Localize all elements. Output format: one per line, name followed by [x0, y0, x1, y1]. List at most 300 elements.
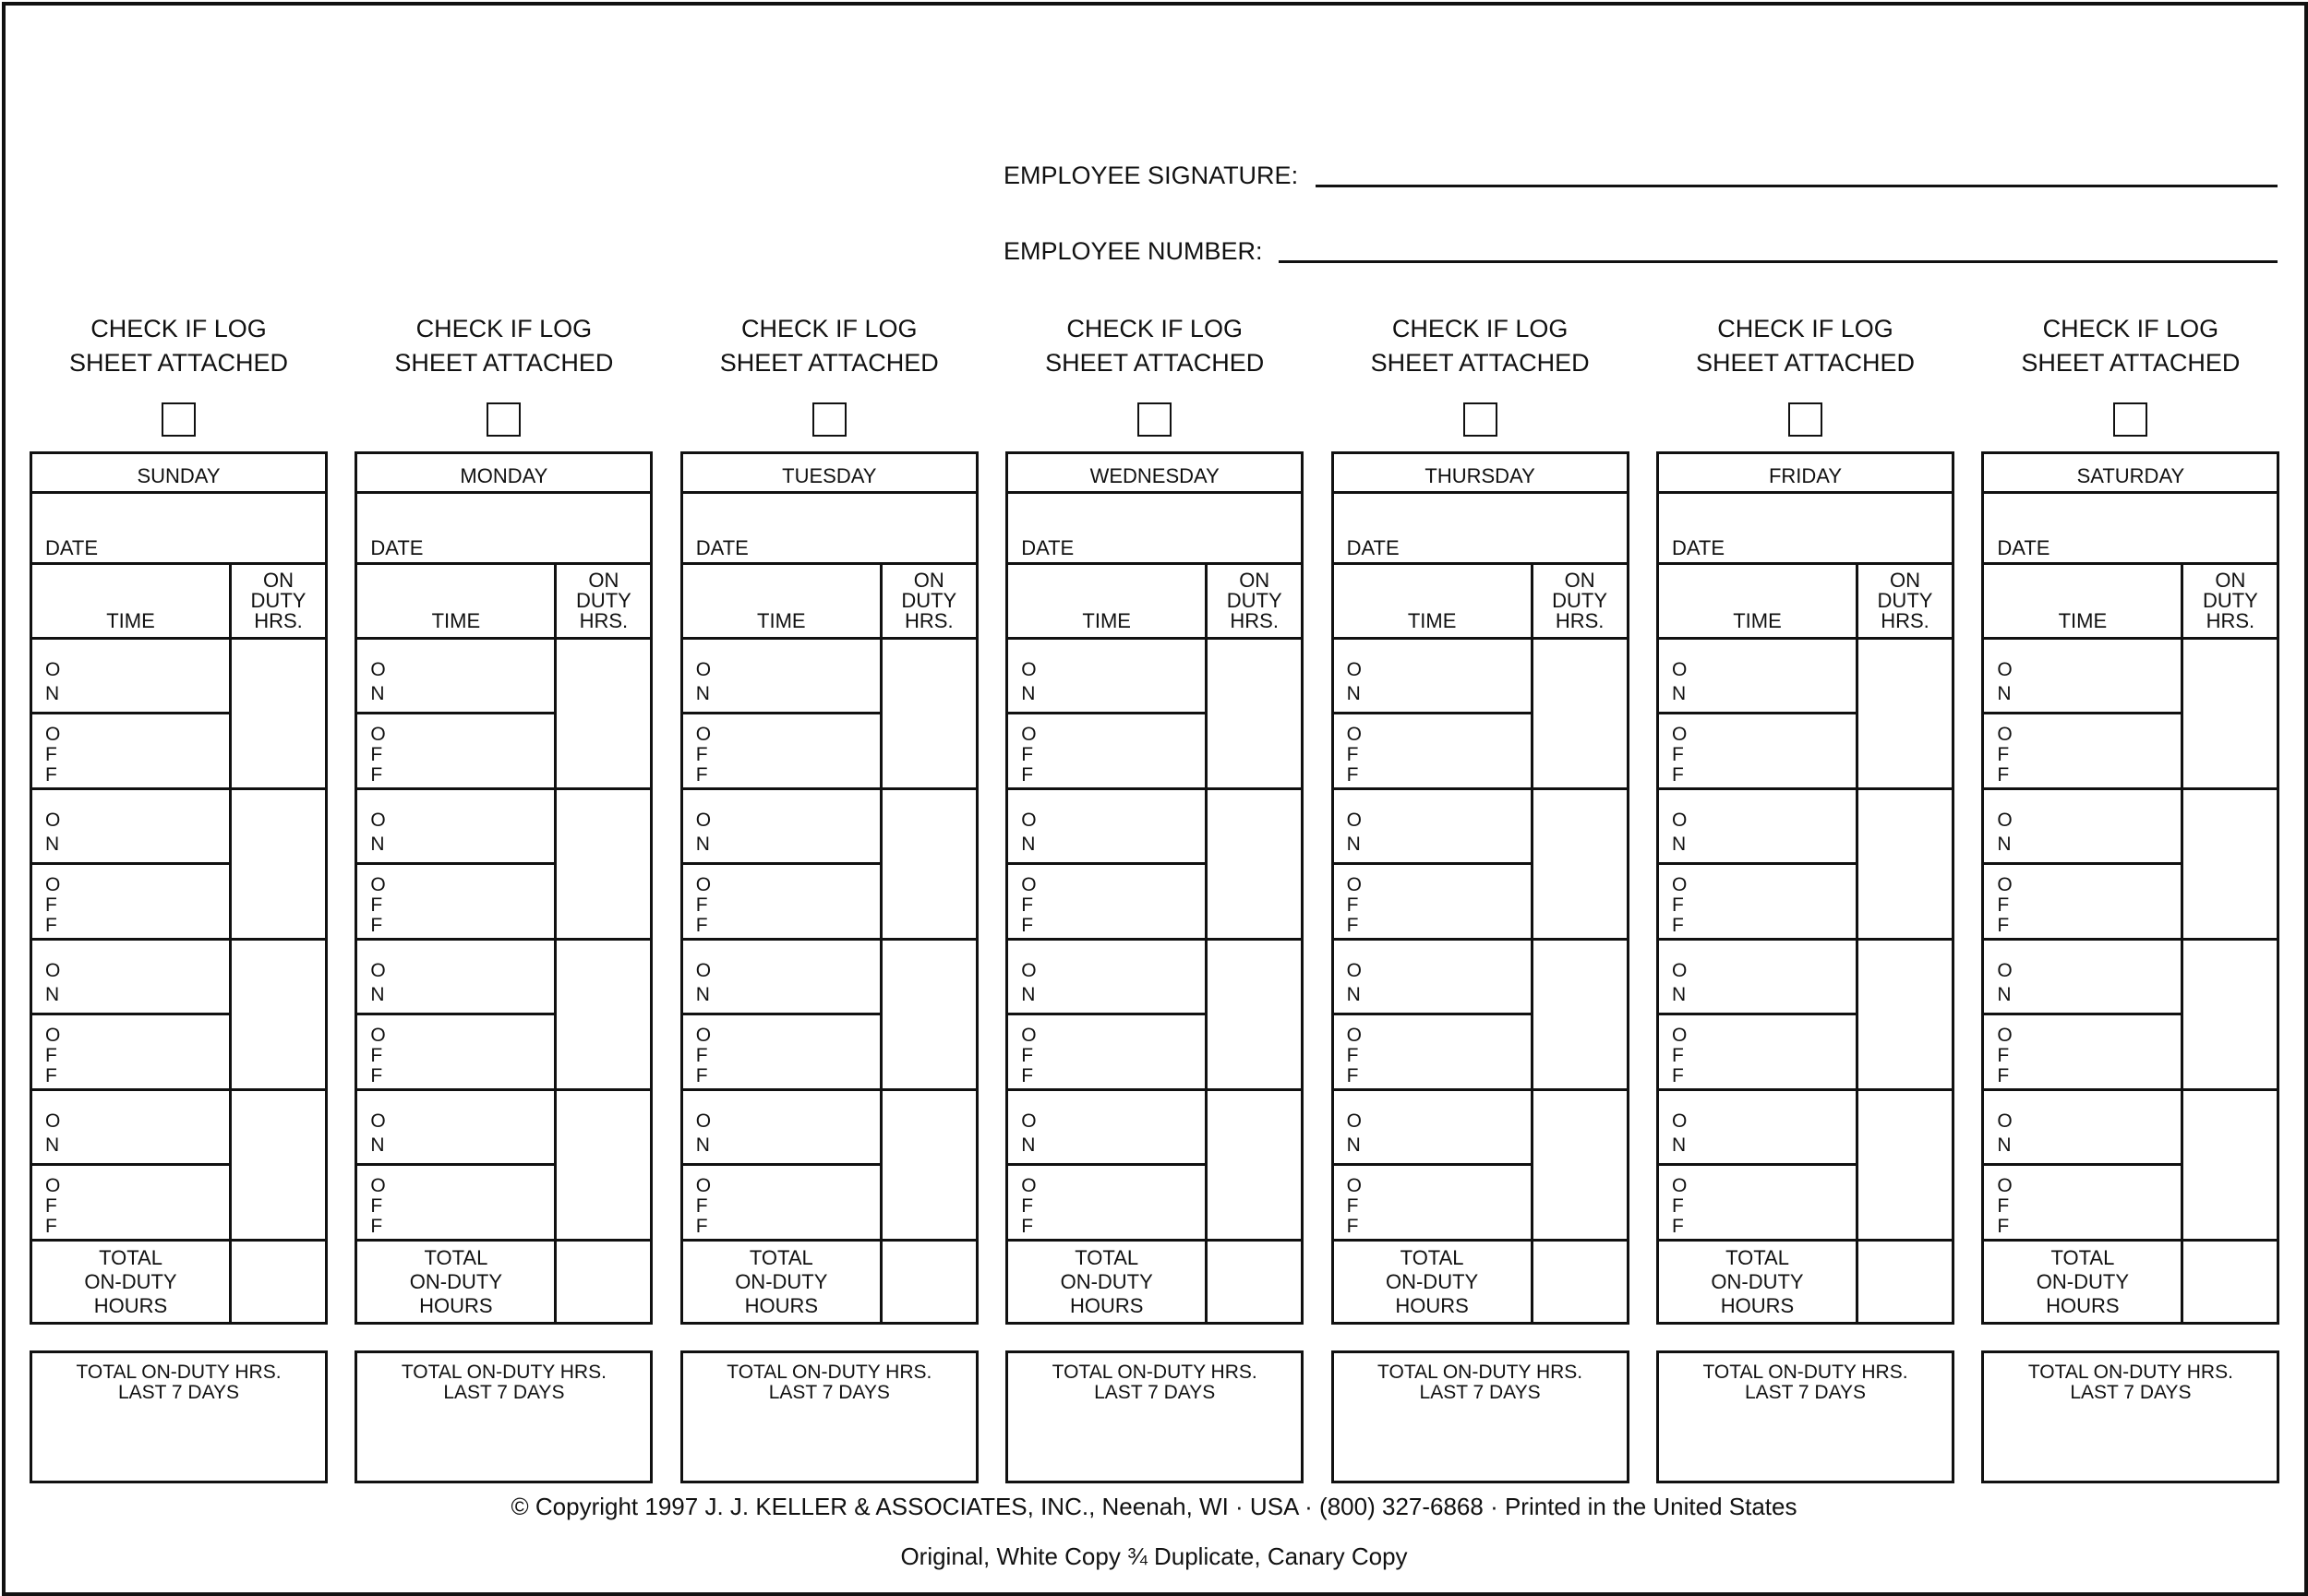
duty-period [32, 1091, 325, 1242]
off-time-field[interactable] [2021, 716, 2177, 786]
last-7-days-label-line: TOTAL ON-DUTY HRS. [727, 1362, 932, 1383]
off-label-letter: F [1672, 1065, 1684, 1086]
period-on-duty-hours-field[interactable] [1533, 941, 1627, 1088]
off-label-letter: F [1997, 894, 2010, 916]
log-sheet-attached-checkbox[interactable] [2113, 402, 2147, 437]
period-on-duty-hours-field[interactable] [1533, 790, 1627, 938]
off-time-field[interactable] [69, 1168, 225, 1237]
on-time-field[interactable] [394, 642, 550, 710]
off-label-letter: O [1997, 1025, 2013, 1046]
total-on-duty-hours-field[interactable] [1533, 1239, 1627, 1322]
on-label [1997, 1110, 2012, 1158]
on-label-letter: N [1997, 1134, 2012, 1156]
check-caption-line2: SHEET ATTACHED [68, 349, 289, 377]
on-label-letter: O [370, 659, 386, 680]
duty-period [357, 790, 650, 941]
duty-period [1984, 941, 2277, 1091]
period-on-duty-hours-field[interactable] [1858, 640, 1952, 787]
on-time-field[interactable] [1371, 942, 1527, 1011]
period-on-duty-hours-field[interactable] [1533, 1091, 1627, 1239]
on-time-slot [1659, 941, 1856, 1015]
last-7-days-hours-field[interactable] [363, 1409, 644, 1475]
off-label [370, 875, 385, 936]
on-duty-hrs-header-line: DUTY [250, 589, 307, 612]
on-time-slot [1984, 640, 2181, 714]
last-7-days-hours-field[interactable] [1989, 1409, 2271, 1475]
day-column-saturday [1981, 0, 2279, 1596]
last-7-days-label [1659, 1353, 1952, 1403]
off-time-field[interactable] [2021, 1168, 2177, 1237]
period-on-duty-hours-field[interactable] [2183, 1091, 2277, 1239]
on-time-field[interactable] [1045, 792, 1201, 860]
total-label-line: TOTAL [1400, 1246, 1464, 1269]
date-field[interactable] [683, 494, 976, 565]
day-column-thursday [1331, 0, 1629, 1596]
last-7-days-label [357, 1353, 650, 1403]
log-sheet-attached-checkbox[interactable] [487, 402, 521, 437]
period-on-duty-hours-field[interactable] [232, 790, 325, 938]
check-caption-line1: CHECK IF LOG [1717, 315, 1893, 342]
time-header: TIME [106, 609, 155, 632]
off-label-letter: F [1672, 744, 1684, 765]
on-label-letter: N [695, 834, 710, 855]
date-field[interactable] [357, 494, 650, 565]
off-time-slot [1008, 1166, 1205, 1239]
on-label-letter: N [1346, 984, 1361, 1005]
on-time-field[interactable] [69, 1093, 225, 1161]
on-label-letter: O [1997, 1110, 2013, 1132]
period-on-duty-hours-field[interactable] [1208, 1091, 1301, 1239]
on-time-field[interactable] [720, 942, 876, 1011]
check-caption-line2: SHEET ATTACHED [719, 349, 939, 377]
column-header-row [1659, 565, 1952, 640]
total-label-line: ON-DUTY [1385, 1270, 1479, 1293]
last-7-days-label [32, 1353, 325, 1403]
total-on-duty-hours-field[interactable] [557, 1239, 650, 1322]
last-7-days-label-line: TOTAL ON-DUTY HRS. [1052, 1362, 1257, 1383]
total-on-duty-label [1984, 1246, 2181, 1318]
on-time-slot [1984, 790, 2181, 865]
off-time-field[interactable] [720, 867, 876, 936]
time-header: TIME [431, 609, 481, 632]
period-on-duty-hours-field[interactable] [557, 1091, 650, 1239]
off-time-field[interactable] [394, 716, 550, 786]
on-label-letter: N [45, 683, 60, 704]
off-time-slot [32, 1166, 229, 1239]
off-label [1347, 1176, 1362, 1237]
last-7-days-hours-field[interactable] [689, 1409, 970, 1475]
total-label-line: ON-DUTY [409, 1270, 502, 1293]
on-label-letter: N [1672, 834, 1687, 855]
off-time-field[interactable] [1045, 1017, 1201, 1086]
off-label [696, 1176, 711, 1237]
on-label-letter: N [1346, 683, 1361, 704]
off-time-field[interactable] [1696, 1017, 1852, 1086]
off-label-letter: F [1672, 1045, 1684, 1066]
off-time-field[interactable] [1371, 1168, 1527, 1237]
off-time-slot [1659, 865, 1856, 938]
off-label-letter: F [695, 1195, 708, 1217]
date-field[interactable] [1984, 494, 2277, 565]
on-label-letter: O [370, 960, 386, 981]
date-label: DATE [45, 536, 99, 559]
off-time-slot [1659, 1166, 1856, 1239]
duty-period [1334, 1091, 1627, 1242]
off-label-letter: F [1672, 1195, 1684, 1217]
on-time-field[interactable] [394, 1093, 550, 1161]
on-time-field[interactable] [720, 1093, 876, 1161]
duty-period [1659, 941, 1952, 1091]
on-time-slot [32, 640, 229, 714]
off-time-field[interactable] [720, 716, 876, 786]
off-time-field[interactable] [394, 867, 550, 936]
duty-period [32, 790, 325, 941]
on-label [1997, 809, 2012, 857]
off-time-field[interactable] [69, 1017, 225, 1086]
total-label-line: HOURS [744, 1294, 819, 1317]
log-sheet-attached-checkbox[interactable] [1137, 402, 1172, 437]
on-label [1672, 658, 1687, 706]
time-header: TIME [1733, 609, 1782, 632]
off-label [1997, 725, 2012, 786]
off-label-letter: O [1021, 1175, 1037, 1196]
duty-period [683, 790, 976, 941]
on-time-field[interactable] [1045, 942, 1201, 1011]
last-7-days-hours-field[interactable] [1014, 1409, 1295, 1475]
duty-period [1334, 941, 1627, 1091]
on-time-slot [1008, 941, 1205, 1015]
total-label-line: HOURS [1395, 1294, 1469, 1317]
total-label-line: ON-DUTY [1711, 1270, 1804, 1293]
on-duty-hrs-header-line: DUTY [901, 589, 957, 612]
on-time-field[interactable] [1696, 642, 1852, 710]
last-7-days-hours-field[interactable] [1340, 1409, 1621, 1475]
duty-period [1659, 790, 1952, 941]
off-label [1347, 1026, 1362, 1086]
duty-period [1008, 941, 1301, 1091]
on-time-field[interactable] [394, 942, 550, 1011]
off-time-field[interactable] [1045, 867, 1201, 936]
off-time-slot [683, 714, 880, 787]
off-time-slot [1984, 714, 2181, 787]
total-on-duty-row [357, 1239, 650, 1322]
period-on-duty-hours-field[interactable] [232, 1091, 325, 1239]
on-duty-hrs-header-line: DUTY [2202, 589, 2258, 612]
date-field[interactable] [32, 494, 325, 565]
last-7-days-label-line: LAST 7 DAYS [1094, 1382, 1216, 1403]
on-label-letter: O [1021, 659, 1037, 680]
period-on-duty-hours-field[interactable] [2183, 640, 2277, 787]
period-on-duty-hours-field[interactable] [557, 941, 650, 1088]
off-time-field[interactable] [720, 1017, 876, 1086]
last-7-days-label [1334, 1353, 1627, 1403]
period-on-duty-hours-field[interactable] [883, 941, 976, 1088]
period-on-duty-hours-field[interactable] [557, 640, 650, 787]
off-label-letter: O [695, 724, 712, 745]
off-label-letter: F [695, 915, 708, 936]
duty-period [32, 640, 325, 790]
off-label-letter: O [1997, 724, 2013, 745]
on-time-slot [32, 1091, 229, 1166]
off-label-letter: F [1997, 1045, 2010, 1066]
on-time-field[interactable] [2021, 642, 2177, 710]
on-duty-hrs-header [557, 570, 650, 631]
day-name: THURSDAY [1334, 454, 1627, 494]
on-time-field[interactable] [1045, 642, 1201, 710]
off-label-letter: O [1346, 874, 1362, 895]
on-duty-hrs-header-line: DUTY [1226, 589, 1282, 612]
on-label [696, 1110, 711, 1158]
log-sheet-attached-checkbox[interactable] [1463, 402, 1497, 437]
on-time-field[interactable] [69, 642, 225, 710]
duty-period [683, 640, 976, 790]
on-time-field[interactable] [1696, 792, 1852, 860]
last-7-days-hours-field[interactable] [1665, 1409, 1946, 1475]
off-time-slot [357, 865, 554, 938]
off-time-field[interactable] [1045, 716, 1201, 786]
off-label-letter: O [370, 874, 386, 895]
on-duty-hrs-header-line: HRS. [1555, 609, 1605, 632]
on-label [1021, 959, 1036, 1007]
total-on-duty-hours-field[interactable] [232, 1239, 325, 1322]
column-header-row [32, 565, 325, 640]
period-on-duty-hours-field[interactable] [1858, 1091, 1952, 1239]
on-time-field[interactable] [1371, 792, 1527, 860]
off-time-field[interactable] [1371, 1017, 1527, 1086]
off-label [1021, 1176, 1036, 1237]
off-time-field[interactable] [1371, 867, 1527, 936]
last-7-days-box [355, 1350, 653, 1483]
off-label [1997, 1026, 2012, 1086]
off-time-field[interactable] [1696, 716, 1852, 786]
last-7-days-box [680, 1350, 979, 1483]
off-label-letter: F [1997, 744, 2010, 765]
off-time-slot [1334, 1015, 1531, 1088]
on-label-letter: O [695, 960, 712, 981]
on-label-letter: N [1021, 984, 1036, 1005]
date-label: DATE [1997, 536, 2050, 559]
period-on-duty-hours-field[interactable] [883, 640, 976, 787]
day-log-table [1981, 451, 2279, 1325]
on-label [45, 959, 60, 1007]
total-on-duty-hours-field[interactable] [883, 1239, 976, 1322]
off-time-field[interactable] [1696, 867, 1852, 936]
on-time-field[interactable] [2021, 942, 2177, 1011]
on-label-letter: N [1997, 984, 2012, 1005]
on-time-field[interactable] [2021, 792, 2177, 860]
on-duty-hrs-header-line: DUTY [1552, 589, 1608, 612]
last-7-days-label-line: LAST 7 DAYS [1744, 1382, 1867, 1403]
off-label-letter: O [1021, 724, 1037, 745]
on-label-letter: O [45, 960, 61, 981]
total-label-line: TOTAL [424, 1246, 488, 1269]
period-on-duty-hours-field[interactable] [2183, 790, 2277, 938]
off-label [1347, 875, 1362, 936]
total-on-duty-hours-field[interactable] [1858, 1239, 1952, 1322]
on-label [1672, 1110, 1687, 1158]
on-time-slot [1659, 640, 1856, 714]
on-time-field[interactable] [1696, 942, 1852, 1011]
date-label: DATE [1021, 536, 1075, 559]
off-time-field[interactable] [394, 1017, 550, 1086]
off-label-letter: F [45, 764, 57, 786]
on-time-field[interactable] [69, 942, 225, 1011]
on-label-letter: O [695, 1110, 712, 1132]
total-label-line: HOURS [2046, 1294, 2120, 1317]
on-label-letter: N [370, 834, 385, 855]
date-field[interactable] [1008, 494, 1301, 565]
off-label-letter: F [370, 1045, 383, 1066]
off-time-field[interactable] [69, 716, 225, 786]
period-on-duty-hours-field[interactable] [1858, 790, 1952, 938]
date-field[interactable] [1659, 494, 1952, 565]
on-label [696, 658, 711, 706]
log-sheet-attached-checkbox[interactable] [162, 402, 196, 437]
off-time-field[interactable] [1696, 1168, 1852, 1237]
on-label-letter: N [45, 1134, 60, 1156]
on-label [1347, 809, 1362, 857]
last-7-days-box [1005, 1350, 1304, 1483]
on-time-field[interactable] [720, 792, 876, 860]
period-on-duty-hours-field[interactable] [2183, 941, 2277, 1088]
total-label-line: HOURS [93, 1294, 168, 1317]
on-label-letter: O [1672, 810, 1688, 831]
off-label [696, 1026, 711, 1086]
on-label-letter: N [1346, 1134, 1361, 1156]
on-time-slot [683, 941, 880, 1015]
period-on-duty-hours-field[interactable] [557, 790, 650, 938]
period-on-duty-hours-field[interactable] [1533, 640, 1627, 787]
total-on-duty-label [1659, 1246, 1856, 1318]
total-on-duty-hours-field[interactable] [1208, 1239, 1301, 1322]
on-time-field[interactable] [720, 642, 876, 710]
on-time-slot [1008, 640, 1205, 714]
off-label-letter: F [1672, 764, 1684, 786]
off-time-slot [32, 1015, 229, 1088]
off-time-field[interactable] [2021, 867, 2177, 936]
day-name: SATURDAY [1984, 454, 2277, 494]
off-time-field[interactable] [2021, 1017, 2177, 1086]
on-duty-hrs-header-line: HRS. [1230, 609, 1279, 632]
off-label-letter: F [1346, 764, 1359, 786]
period-on-duty-hours-field[interactable] [883, 1091, 976, 1239]
total-label-line: TOTAL [1725, 1246, 1789, 1269]
on-time-slot [357, 1091, 554, 1166]
on-duty-hrs-header-line: ON [1564, 569, 1595, 592]
off-label [1672, 725, 1687, 786]
day-log-table [680, 451, 979, 1325]
period-on-duty-hours-field[interactable] [232, 941, 325, 1088]
on-time-field[interactable] [1371, 1093, 1527, 1161]
last-7-days-box [30, 1350, 328, 1483]
column-header-row [357, 565, 650, 640]
period-on-duty-hours-field[interactable] [883, 790, 976, 938]
on-duty-hrs-header-line: DUTY [575, 589, 631, 612]
employee-number-label: EMPLOYEE NUMBER: [1004, 237, 1263, 265]
off-time-slot [1984, 1166, 2181, 1239]
off-label [1021, 1026, 1036, 1086]
on-label [1347, 1110, 1362, 1158]
on-label-letter: O [1997, 960, 2013, 981]
on-label [1347, 658, 1362, 706]
off-label-letter: O [1997, 1175, 2013, 1196]
on-time-slot [357, 941, 554, 1015]
off-label-letter: F [45, 1045, 57, 1066]
duty-period [1008, 1091, 1301, 1242]
on-time-field[interactable] [2021, 1093, 2177, 1161]
off-label-letter: O [1672, 1175, 1688, 1196]
period-on-duty-hours-field[interactable] [1208, 640, 1301, 787]
on-time-field[interactable] [1045, 1093, 1201, 1161]
period-on-duty-hours-field[interactable] [1208, 941, 1301, 1088]
off-time-field[interactable] [1371, 716, 1527, 786]
off-label-letter: F [1346, 915, 1359, 936]
date-field[interactable] [1334, 494, 1627, 565]
off-label-letter: F [1021, 915, 1034, 936]
on-duty-hrs-header [1208, 570, 1301, 631]
duty-period [1984, 790, 2277, 941]
total-on-duty-label [1008, 1246, 1205, 1318]
total-label-line: TOTAL [2050, 1246, 2115, 1269]
period-on-duty-hours-field[interactable] [232, 640, 325, 787]
off-time-field[interactable] [1045, 1168, 1201, 1237]
on-time-slot [1984, 1091, 2181, 1166]
on-label [1997, 658, 2012, 706]
on-time-field[interactable] [69, 792, 225, 860]
duty-period [1984, 1091, 2277, 1242]
column-header-row [1334, 565, 1627, 640]
copyright-notice: © Copyright 1997 J. J. KELLER & ASSOCIATES, INC., Neenah, WI · USA · (800) 327-6868 · Printed in the United States [511, 1493, 1797, 1520]
off-time-slot [683, 1166, 880, 1239]
total-on-duty-hours-field[interactable] [2183, 1239, 2277, 1322]
on-label [45, 809, 60, 857]
on-label [1672, 809, 1687, 857]
off-time-field[interactable] [394, 1168, 550, 1237]
on-time-slot [1659, 1091, 1856, 1166]
last-7-days-hours-field[interactable] [38, 1409, 319, 1475]
on-time-field[interactable] [1696, 1093, 1852, 1161]
off-label-letter: F [695, 744, 708, 765]
on-label-letter: N [695, 984, 710, 1005]
duty-period [357, 640, 650, 790]
log-sheet-attached-checkbox[interactable] [812, 402, 847, 437]
off-label [696, 725, 711, 786]
check-caption-line1: CHECK IF LOG [741, 315, 918, 342]
on-duty-hrs-header [232, 570, 325, 631]
off-label [1997, 1176, 2012, 1237]
total-on-duty-row [1008, 1239, 1301, 1322]
off-label-letter: F [45, 894, 57, 916]
check-caption-line2: SHEET ATTACHED [1045, 349, 1265, 377]
total-label-line: HOURS [419, 1294, 493, 1317]
on-label [370, 809, 385, 857]
off-time-field[interactable] [720, 1168, 876, 1237]
total-label-line: TOTAL [99, 1246, 162, 1269]
duty-period [357, 941, 650, 1091]
on-label-letter: N [1997, 834, 2012, 855]
on-time-field[interactable] [394, 792, 550, 860]
last-7-days-label-line: TOTAL ON-DUTY HRS. [1702, 1362, 1908, 1383]
on-time-slot [683, 790, 880, 865]
log-sheet-check-caption [1331, 312, 1629, 380]
log-sheet-attached-checkbox[interactable] [1788, 402, 1822, 437]
off-label-letter: F [1346, 744, 1359, 765]
on-time-field[interactable] [1371, 642, 1527, 710]
off-time-slot [32, 714, 229, 787]
period-on-duty-hours-field[interactable] [1208, 790, 1301, 938]
off-time-field[interactable] [69, 867, 225, 936]
period-on-duty-hours-field[interactable] [1858, 941, 1952, 1088]
